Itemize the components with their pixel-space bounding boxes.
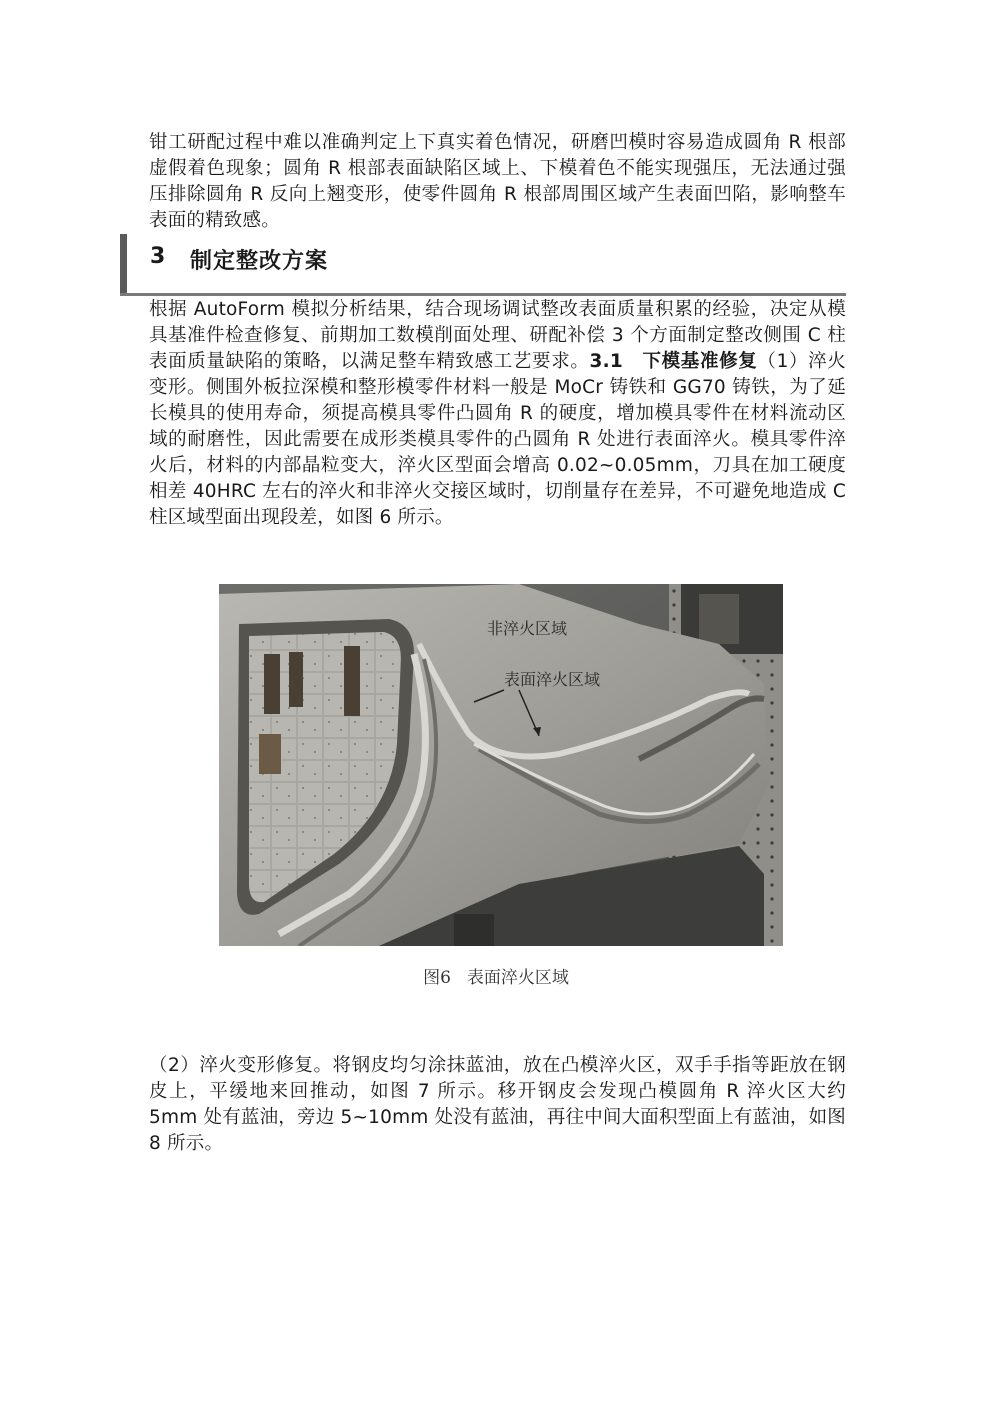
section-heading (120, 234, 846, 296)
label-quenched-zone: 表面淬火区域 (504, 670, 601, 689)
figure-number: 图6 (423, 968, 451, 988)
section-title: 制定整改方案 (190, 249, 329, 274)
paragraph-1: 钳工研配过程中难以准确判定上下真实着色情况，研磨凹模时容易造成圆角 R 根部虚假着色现象；圆角 R 根部表面缺陷区域上、下模着色不能实现强压，无法通过强压排除圆角 R 反向上翘变形，使零件圆角 R 根部周围区域产生表面凹陷，影响整车表面的精致感。 (149, 132, 846, 231)
paragraph-2-intro: 根据 AutoForm 模拟分析结果，结合现场调试整改表面质量积累的经验，决定从模具基准件检查修复、前期加工数模削面处理、研配补偿 3 个方面制定整改侧围 C 柱表面质量缺陷的策略，以满足整车精致感工艺要求。 (149, 299, 846, 372)
section-number: 3 (150, 244, 166, 269)
heading-accent-bar (120, 234, 127, 296)
figure-quench-zone-photo (219, 584, 783, 946)
figure-title: 表面淬火区域 (466, 968, 569, 988)
paragraph-2 (149, 297, 846, 531)
heading-underline (120, 293, 846, 296)
label-unquenched-zone: 非淬火区域 (487, 619, 568, 638)
subsection-heading: 3.1 下模基准修复 (589, 351, 758, 372)
paragraph-2-body: （1）淬火变形。侧围外板拉深模和整形模零件材料一般是 MoCr 铸铁和 GG70 铸铁，为了延长模具的使用寿命，须提高模具零件凸圆角 R 的硬度，增加模具零件在材料流动区域的耐磨性，因此需要在成形类模具零件的凸圆角 R 处进行表面淬火。模具零件淬火后，材料的内部晶粒变大，淬火区型面会增高 0.02~0.05mm，刀具在加工硬度相差 40HRC 左右的淬火和非淬火交接区域时，切削量存在差异，不可避免地造成 C 柱区域型面出现段差，如图 6 所示。 (149, 351, 847, 528)
paragraph-3: （2）淬火变形修复。将钢皮均匀涂抹蓝油，放在凸模淬火区，双手手指等距放在钢皮上，平缓地来回推动，如图 7 所示。移开钢皮会发现凸模圆角 R 淬火区大约 5mm 处有蓝油，旁边 5~10mm 处没有蓝油，再往中间大面积型面上有蓝油，如图 8 所示。 (149, 1055, 847, 1154)
figure-caption (0, 963, 992, 988)
